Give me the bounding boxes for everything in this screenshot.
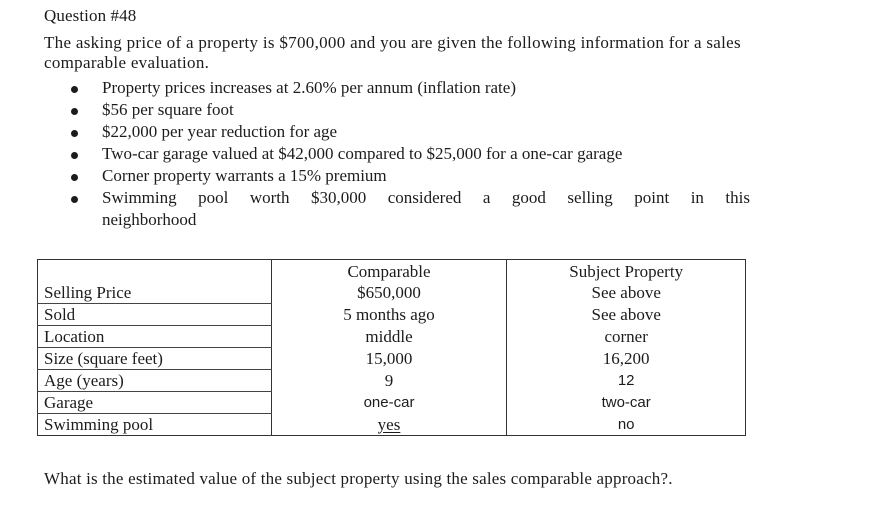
bullet-icon (71, 196, 78, 203)
list-item (70, 77, 750, 99)
subject-value: 12 (507, 370, 746, 392)
row-label: Size (square feet) (38, 348, 272, 370)
info-list (70, 77, 750, 231)
comparable-value: 9 (271, 370, 507, 392)
comparable-value: 5 months ago (271, 304, 507, 326)
bullet-icon (71, 174, 78, 181)
list-item-text: $22,000 per year reduction for age (102, 122, 338, 141)
list-item-text: Two-car garage valued at $42,000 compared to $25,000 for a one-car garage (102, 144, 623, 163)
list-item-text: Corner property warrants a 15% premium (102, 166, 387, 185)
comparable-value-cell (271, 414, 507, 436)
list-item-text-continued: neighborhood (102, 210, 197, 229)
row-label: Sold (38, 304, 272, 326)
header-comparable: Comparable (271, 260, 507, 283)
comparable-value: middle (271, 326, 507, 348)
comparable-value: $650,000 (271, 282, 507, 304)
row-label: Garage (38, 392, 272, 414)
comparable-value: one-car (271, 392, 507, 414)
subject-value: 16,200 (507, 348, 746, 370)
row-label: Age (years) (38, 370, 272, 392)
list-item (70, 187, 750, 231)
table-row (38, 282, 746, 304)
bullet-icon (71, 86, 78, 93)
bullet-icon (71, 152, 78, 159)
list-item (70, 165, 750, 187)
list-item-text: $56 per square foot (102, 100, 234, 119)
row-label: Swimming pool (38, 414, 272, 436)
subject-value: See above (507, 304, 746, 326)
subject-value: two-car (507, 392, 746, 414)
table-row (38, 370, 746, 392)
closing-question: What is the estimated value of the subject property using the sales comparable approach?. (44, 469, 673, 488)
question-intro: The asking price of a property is $700,000 and you are given the following information for a sales comparable evaluation. (44, 33, 741, 72)
list-item-text: Swimming pool worth $30,000 considered a good selling point in this (102, 188, 750, 207)
header-label-cell (38, 260, 272, 283)
subject-value: corner (507, 326, 746, 348)
list-item (70, 143, 750, 165)
row-label: Location (38, 326, 272, 348)
bullet-icon (71, 108, 78, 115)
comparable-value: yes (377, 414, 401, 434)
comparable-value: 15,000 (271, 348, 507, 370)
list-item-text: Property prices increases at 2.60% per annum (inflation rate) (102, 78, 516, 97)
table-row (38, 348, 746, 370)
table-row (38, 392, 746, 414)
subject-value: no (507, 414, 746, 436)
comparison-table (37, 259, 746, 436)
list-item (70, 121, 750, 143)
list-item (70, 99, 750, 121)
table-row (38, 326, 746, 348)
header-subject: Subject Property (507, 260, 746, 283)
subject-value: See above (507, 282, 746, 304)
question-number: Question #48 (44, 6, 137, 25)
bullet-icon (71, 130, 78, 137)
table-row (38, 304, 746, 326)
table-header-row (38, 260, 746, 283)
table-row (38, 414, 746, 436)
row-label: Selling Price (38, 282, 272, 304)
